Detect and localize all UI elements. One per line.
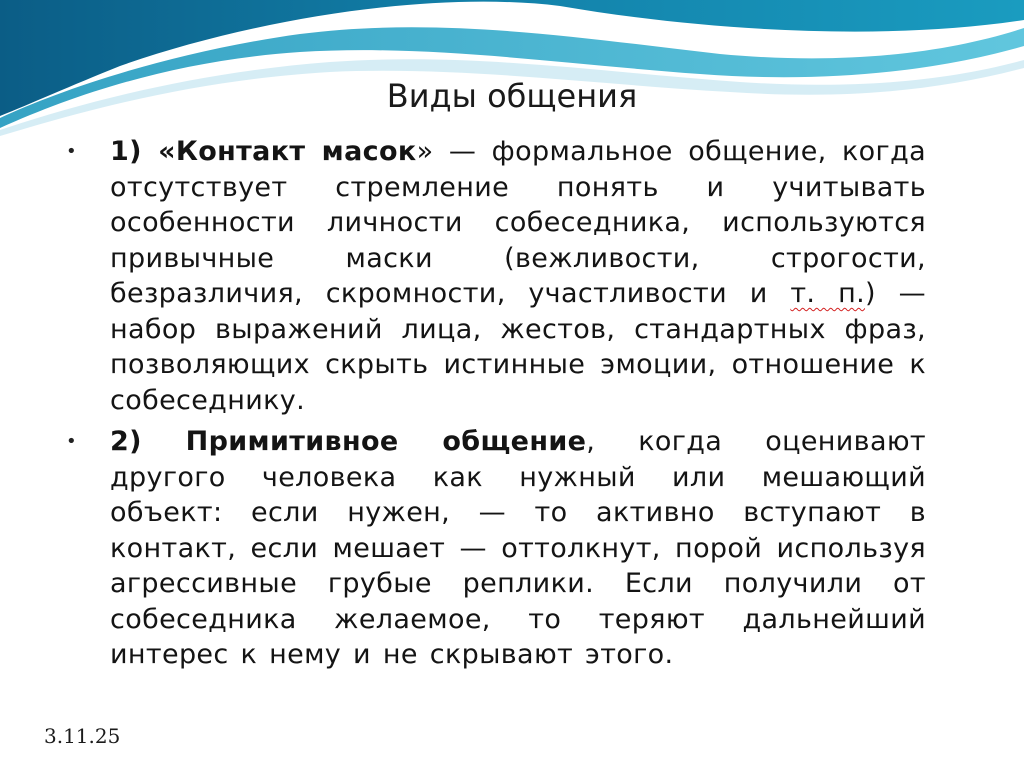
slide-body [66, 134, 926, 673]
bullet-term: 1) «Контакт масок [110, 136, 417, 167]
bullet-glyph: • [66, 141, 77, 162]
bullet-item [66, 134, 926, 418]
bullet-paragraph: 2) Примитивное общение, когда оценивают другого человека как нужный или мешающий объект: если нужен, — то активно вступают в контакт, если мешает — оттолкнут, порой используя агрессивные грубые реплики. Если получили от собеседника желаемое, то теряют дальнейший интерес к нему и не скрывают этого. [110, 426, 926, 670]
bullet-glyph: • [66, 431, 77, 452]
slide-date: 3.11.25 [44, 724, 121, 748]
slide-title: Виды общения [386, 77, 638, 115]
bullet-term: 2) Примитивное общение [110, 426, 587, 457]
header-wave-decoration [0, 0, 1024, 140]
bullet-item [66, 424, 926, 673]
spellcheck-marked-text: т. п. [790, 278, 866, 309]
bullet-paragraph: 1) «Контакт масок» — формальное общение, когда отсутствует стремление понять и учитывать особенности личности собеседника, используются привычные маски (вежливости, строгости, безразличия, скромности, участливости и т. п.) — набор выражений лица, жестов, стандартных фраз, позволяющих скрыть истинные эмоции, отношение к собеседнику. [110, 136, 926, 416]
